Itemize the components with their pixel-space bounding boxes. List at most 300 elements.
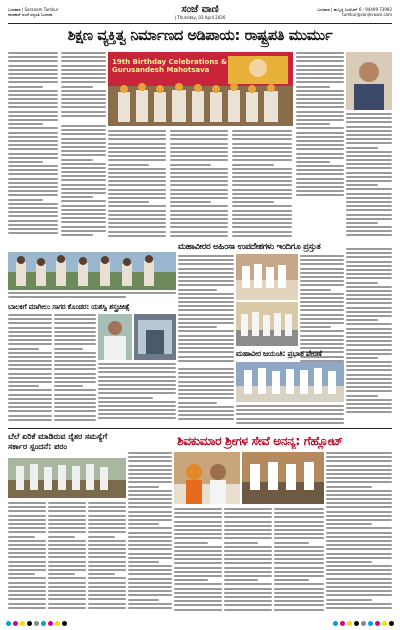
text-line: [346, 307, 392, 309]
text-line: [300, 309, 344, 311]
text-line: [128, 519, 172, 521]
mid-rule: [8, 428, 392, 429]
text-line: [300, 339, 344, 341]
text-line: [108, 235, 166, 237]
text-line: [61, 81, 106, 83]
text-line: [346, 340, 392, 342]
text-line: [170, 235, 228, 237]
text-line: [48, 569, 86, 571]
text-line: [300, 284, 344, 286]
text-line: [8, 119, 58, 121]
text-line: [224, 604, 272, 606]
bottom-right-column-3: [224, 508, 272, 614]
text-line: [8, 356, 52, 358]
text-line: [232, 134, 292, 136]
text-line: [224, 567, 272, 569]
text-line: [61, 106, 106, 108]
registration-dot: [375, 621, 380, 626]
text-line: [8, 381, 52, 383]
procession-photo: [236, 302, 298, 346]
text-line: [61, 115, 106, 117]
text-line: [232, 222, 292, 224]
text-line: [8, 590, 46, 592]
text-line: [346, 323, 392, 325]
text-line: [300, 297, 344, 299]
masthead-title: [136, 4, 264, 20]
text-line: [178, 343, 234, 345]
text-line: [8, 402, 52, 404]
text-line: [178, 372, 234, 374]
text-line: [346, 188, 392, 190]
hospital-photo: [134, 314, 176, 360]
text-line: [8, 314, 52, 316]
text-line: [170, 214, 228, 216]
bottom-right-column-4: [326, 452, 392, 614]
text-line: [170, 201, 211, 203]
text-line: [128, 594, 172, 596]
text-line: [8, 515, 46, 517]
text-line: [54, 322, 96, 324]
text-line: [346, 390, 392, 392]
text-line: [8, 186, 58, 188]
text-line: [174, 554, 222, 556]
text-line: [346, 197, 392, 199]
governor-photo: [242, 452, 324, 504]
text-line: [108, 134, 166, 136]
text-line: [174, 604, 222, 606]
text-line: [108, 193, 166, 195]
text-line: [296, 119, 344, 121]
text-line: [300, 268, 344, 270]
text-line: [326, 561, 372, 563]
text-line: [98, 397, 153, 399]
text-line: [232, 151, 292, 153]
text-line: [48, 548, 86, 550]
text-line: [128, 515, 172, 517]
text-line: [61, 184, 106, 186]
text-line: [326, 460, 392, 462]
registration-dot: [48, 621, 53, 626]
text-line: [326, 607, 392, 609]
text-line: [232, 138, 292, 140]
text-line: [326, 565, 392, 567]
text-line: [296, 65, 344, 67]
text-line: [232, 159, 292, 161]
text-line: [224, 558, 272, 560]
text-line: [346, 230, 392, 232]
strip-right: [264, 7, 392, 17]
text-line: [108, 130, 166, 132]
text-line: [232, 180, 292, 182]
text-line: [170, 168, 228, 170]
text-line: [170, 134, 228, 136]
text-line: [346, 374, 392, 376]
text-line: [346, 180, 392, 182]
text-line: [8, 377, 52, 379]
bottom-left-column-3: [88, 502, 126, 614]
text-line: [326, 594, 392, 596]
text-line: [236, 422, 344, 424]
event-photo: [108, 52, 293, 126]
registration-dot: [55, 621, 60, 626]
text-line: [296, 81, 344, 83]
text-line: [108, 210, 166, 212]
text-line: [174, 550, 222, 552]
text-line: [296, 94, 344, 96]
text-line: [108, 164, 149, 166]
text-line: [224, 546, 272, 548]
masthead-name: ಸಂಜೆ ವಾಣಿ: [181, 4, 219, 15]
text-line: [178, 397, 234, 399]
text-line: [128, 540, 172, 542]
text-line: [178, 314, 234, 316]
text-line: [296, 165, 344, 167]
text-line: [326, 532, 392, 534]
bottom-right-column-2: [174, 508, 222, 614]
text-line: [61, 217, 106, 219]
text-line: [8, 123, 43, 125]
text-line: [178, 414, 234, 416]
text-line: [61, 196, 93, 198]
text-line: [232, 205, 292, 207]
text-line: [8, 373, 52, 375]
text-line: [346, 184, 378, 186]
text-line: [8, 331, 52, 333]
text-line: [8, 224, 58, 226]
text-line: [346, 159, 392, 161]
text-line: [61, 142, 106, 144]
text-line: [61, 150, 106, 152]
text-line: [98, 409, 176, 411]
jayanti-column-1: [178, 368, 234, 424]
text-line: [224, 575, 272, 577]
text-line: [128, 481, 172, 483]
text-line: [48, 531, 86, 533]
text-line: [8, 52, 58, 54]
text-line: [300, 276, 344, 278]
text-line: [274, 558, 324, 560]
text-line: [48, 573, 75, 575]
text-line: [8, 153, 58, 155]
text-line: [128, 532, 172, 534]
text-line: [300, 259, 344, 261]
text-line: [88, 531, 126, 533]
text-line: [108, 205, 166, 207]
text-line: [296, 73, 344, 75]
text-line: [232, 193, 292, 195]
text-line: [8, 510, 46, 512]
text-line: [8, 419, 52, 421]
text-line: [8, 161, 43, 163]
text-line: [170, 197, 228, 199]
text-line: [274, 508, 324, 510]
text-line: [346, 151, 392, 153]
text-line: [128, 452, 172, 454]
text-line: [61, 98, 106, 100]
text-line: [232, 176, 292, 178]
text-line: [346, 369, 392, 371]
masthead-date: | Thursday, 02 April 2026: [174, 15, 226, 20]
text-line: [128, 486, 159, 488]
text-line: [326, 523, 372, 525]
text-line: [8, 322, 52, 324]
text-line: [296, 178, 344, 180]
text-line: [224, 537, 272, 539]
text-line: [326, 506, 392, 508]
text-line: [8, 56, 58, 58]
text-line: [61, 163, 106, 165]
text-line: [8, 228, 58, 230]
text-line: [8, 573, 35, 575]
registration-dot: [347, 621, 352, 626]
text-line: [98, 388, 176, 390]
jayanti-column-2: [236, 405, 344, 427]
text-line: [346, 248, 392, 250]
text-line: [108, 176, 166, 178]
text-line: [296, 190, 344, 192]
text-line: [274, 579, 309, 581]
text-line: [128, 469, 172, 471]
text-line: [232, 231, 292, 233]
text-line: [178, 351, 234, 353]
text-line: [224, 521, 272, 523]
text-line: [274, 596, 324, 598]
text-line: [108, 231, 166, 233]
text-line: [296, 182, 344, 184]
text-line: [128, 578, 172, 580]
text-line: [296, 106, 344, 108]
text-line: [224, 550, 272, 552]
text-line: [346, 163, 392, 165]
text-line: [174, 596, 222, 598]
text-line: [346, 294, 392, 296]
text-line: [346, 218, 392, 220]
text-line: [326, 553, 392, 555]
text-line: [174, 546, 222, 548]
text-line: [326, 456, 392, 458]
text-line: [174, 542, 208, 544]
text-line: [128, 590, 172, 592]
text-line: [296, 194, 344, 196]
text-line: [346, 113, 392, 115]
text-line: [88, 510, 126, 512]
text-line: [178, 259, 234, 261]
text-line: [346, 155, 392, 157]
text-line: [48, 506, 86, 508]
text-line: [178, 322, 234, 324]
text-line: [61, 73, 106, 75]
text-line: [224, 592, 272, 594]
text-line: [61, 171, 106, 173]
right-column-long: [346, 248, 392, 418]
text-line: [170, 138, 228, 140]
text-line: [326, 590, 392, 592]
text-line: [326, 465, 392, 467]
text-line: [300, 280, 344, 282]
text-line: [170, 147, 228, 149]
text-line: [8, 69, 58, 71]
children-column-1: [8, 314, 52, 424]
text-line: [346, 319, 378, 321]
text-line: [174, 512, 222, 514]
text-line: [8, 502, 46, 504]
text-line: [8, 90, 58, 92]
text-line: [48, 598, 86, 600]
text-line: [8, 140, 58, 142]
text-line: [61, 60, 106, 62]
text-line: [178, 368, 234, 370]
text-line: [8, 540, 46, 542]
text-line: [54, 331, 96, 333]
text-line: [326, 477, 392, 479]
text-line: [8, 165, 58, 167]
text-line: [326, 490, 392, 492]
text-line: [346, 365, 392, 367]
text-line: [170, 205, 228, 207]
text-line: [61, 111, 106, 113]
text-line: [326, 586, 392, 588]
text-line: [88, 594, 126, 596]
text-line: [224, 542, 258, 544]
text-line: [274, 533, 324, 535]
text-line: [236, 405, 344, 407]
text-line: [8, 582, 46, 584]
text-line: [48, 582, 86, 584]
text-line: [296, 161, 330, 163]
text-line: [296, 69, 344, 71]
text-line: [232, 143, 292, 145]
text-line: [178, 309, 234, 311]
text-line: [128, 557, 172, 559]
text-line: [274, 575, 324, 577]
text-line: [8, 335, 52, 337]
text-line: [346, 205, 392, 207]
text-line: [178, 301, 234, 303]
text-line: [326, 494, 392, 496]
text-line: [346, 378, 392, 380]
text-line: [224, 554, 272, 556]
text-line: [346, 332, 392, 334]
text-line: [108, 138, 166, 140]
text-line: [346, 349, 392, 351]
text-line: [61, 159, 93, 161]
text-line: [48, 519, 86, 521]
text-line: [178, 335, 234, 337]
bottom-right-column-1: [128, 452, 172, 614]
text-line: [54, 364, 96, 366]
text-line: [346, 265, 392, 267]
text-line: [326, 599, 372, 601]
text-line: [48, 523, 86, 525]
bottom-left-column-1: [8, 502, 46, 614]
text-line: [128, 502, 172, 504]
text-line: [346, 286, 392, 288]
text-line: [296, 127, 344, 129]
text-line: [224, 596, 272, 598]
text-line: [8, 569, 46, 571]
text-line: [232, 201, 274, 203]
text-line: [174, 579, 208, 581]
text-line: [61, 221, 106, 223]
text-line: [224, 562, 272, 564]
text-line: [128, 477, 172, 479]
text-line: [98, 405, 176, 407]
text-line: [232, 147, 292, 149]
text-line: [300, 318, 344, 320]
text-line: [8, 111, 58, 113]
text-line: [8, 220, 58, 222]
text-line: [61, 154, 106, 156]
text-line: [8, 127, 58, 129]
text-line: [274, 525, 324, 527]
text-line: [128, 603, 172, 605]
text-line: [128, 456, 172, 458]
text-line: [8, 215, 58, 217]
text-line: [224, 512, 272, 514]
article-column-1: [8, 52, 58, 240]
text-line: [61, 65, 106, 67]
text-line: [88, 607, 126, 609]
text-line: [174, 516, 222, 518]
text-line: [61, 52, 106, 54]
text-line: [8, 199, 43, 201]
text-line: [61, 86, 93, 88]
text-line: [61, 205, 106, 207]
text-line: [8, 190, 58, 192]
text-line: [274, 542, 309, 544]
text-line: [326, 582, 392, 584]
text-line: [346, 386, 392, 388]
text-line: [296, 60, 344, 62]
text-line: [128, 511, 172, 513]
text-line: [296, 52, 344, 54]
text-line: [274, 546, 324, 548]
text-line: [224, 583, 272, 585]
text-line: [108, 159, 166, 161]
text-line: [8, 102, 58, 104]
text-line: [346, 336, 392, 338]
jayanti-photo: [236, 362, 344, 402]
text-line: [274, 583, 324, 585]
text-line: [54, 368, 96, 370]
text-line: [346, 252, 392, 254]
text-line: [54, 348, 83, 350]
text-line: [174, 588, 222, 590]
text-line: [170, 159, 228, 161]
text-line: [8, 519, 46, 521]
text-line: [174, 592, 222, 594]
text-line: [8, 536, 35, 538]
text-line: [178, 356, 234, 358]
text-line: [300, 335, 344, 337]
text-line: [54, 406, 96, 408]
text-line: [224, 571, 272, 573]
registration-dots-right: [331, 611, 394, 630]
text-line: [88, 552, 126, 554]
text-line: [326, 502, 392, 504]
text-line: [346, 134, 392, 136]
registration-dot: [368, 621, 373, 626]
text-line: [296, 111, 344, 113]
text-line: [88, 536, 115, 538]
text-line: [54, 394, 96, 396]
text-line: [178, 263, 234, 265]
text-line: [296, 86, 330, 88]
text-line: [88, 527, 126, 529]
main-headline: ಶಿಕ್ಷಣ ವ್ಯಕ್ತಿತ್ವ ನಿರ್ಮಾಣದ ಅಡಿಪಾಯ: ರಾಷ್ಟ್ರಪತಿ ಮುರ್ಮು: [67, 28, 333, 44]
text-line: [346, 403, 392, 405]
text-line: [346, 209, 392, 211]
